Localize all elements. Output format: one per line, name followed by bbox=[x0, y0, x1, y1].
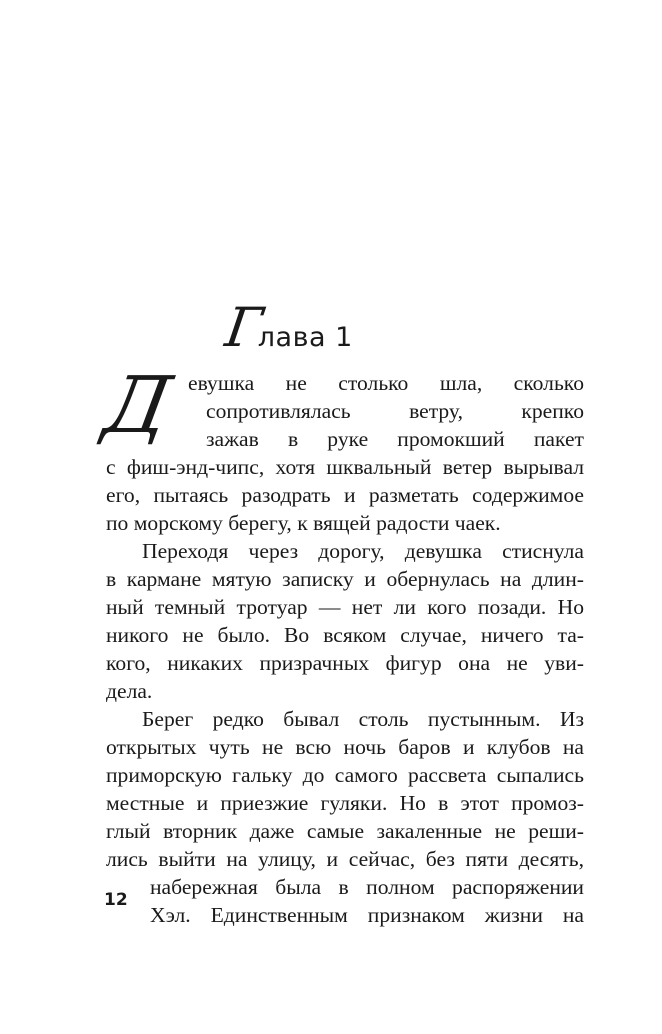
text-line: по морскому берегу, к вящей радости чаек. bbox=[106, 511, 501, 535]
text-line: приморскую гальку до самого рассвета сыпались bbox=[106, 763, 584, 787]
page-number: 12 bbox=[104, 890, 128, 910]
text-line: ный темный тротуар — нет ли кого позади. Но bbox=[106, 595, 584, 619]
text-line: глый вторник даже самые закаленные не реши- bbox=[106, 819, 584, 843]
text-line: никого не было. Во всяком случае, ничего та- bbox=[106, 623, 584, 647]
drop-cap-letter: Д bbox=[98, 361, 178, 451]
text-line: зажав в руке промокший пакет bbox=[206, 427, 584, 451]
text-line: его, пытаясь разодрать и разметать содержимое bbox=[106, 483, 584, 507]
chapter-title bbox=[221, 296, 353, 359]
text-line: кого, никаких призрачных фигур она не уви- bbox=[106, 651, 584, 675]
chapter-title-initial: Г bbox=[221, 296, 267, 359]
text-line: с фиш-энд-чипс, хотя шквальный ветер вырывал bbox=[106, 455, 584, 479]
text-line: лись выйти на улицу, и сейчас, без пяти десять, bbox=[106, 847, 584, 871]
text-line: евушка не столько шла, сколько bbox=[188, 371, 584, 395]
text-line: сопротивлялась ветру, крепко bbox=[206, 399, 584, 423]
text-line: Хэл. Единственным признаком жизни на bbox=[150, 903, 584, 927]
text-line: набережная была в полном распоряжении bbox=[150, 875, 584, 899]
text-line: открытых чуть не всю ночь баров и клубов на bbox=[106, 735, 584, 759]
text-line: Берег редко бывал столь пустынным. Из bbox=[142, 707, 584, 731]
text-line: дела. bbox=[106, 679, 153, 703]
text-line: местные и приезжие гуляки. Но в этот промоз- bbox=[106, 791, 584, 815]
text-line: Переходя через дорогу, девушка стиснула bbox=[142, 539, 584, 563]
text-line: в кармане мятую записку и обернулась на длин- bbox=[106, 567, 584, 591]
chapter-title-text: лава 1 bbox=[257, 322, 353, 353]
